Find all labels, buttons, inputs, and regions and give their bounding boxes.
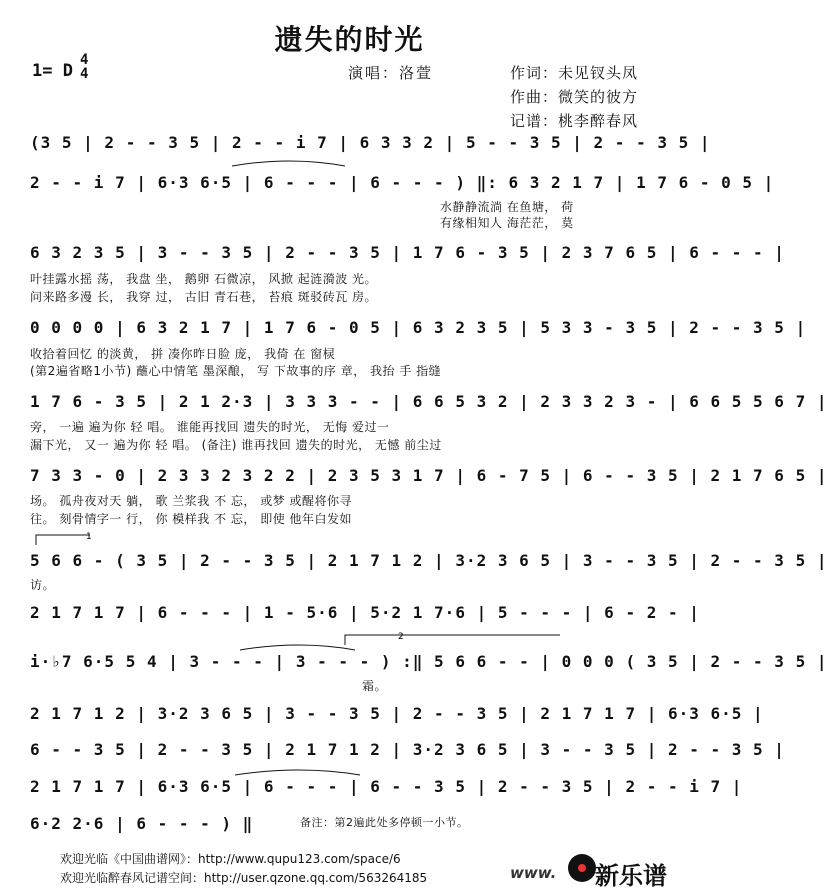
slur [240, 645, 355, 650]
lyric-line-5-verse-1: 旁， 一遍 遍为你 轻 唱。 谁能再找回 遗失的时光， 无悔 爱过一 [30, 420, 390, 434]
time-signature-top: 4 [80, 52, 89, 68]
key-signature: 1= D [32, 61, 73, 81]
lyric-line-4-verse-1: 收拾着回忆 的淡黄， 拼 凑你昨日脸 庞， 我倚 在 窗棂 [30, 347, 336, 361]
composer-credit: 作曲：微笑的彼方 [510, 88, 639, 106]
volta-number-2: 2 [398, 632, 404, 642]
lyricist-credit: 作词：未见钗头凤 [510, 64, 639, 82]
slur [235, 770, 360, 775]
singer-credit: 演唱：洛萱 [348, 64, 434, 82]
lyric-line-5-verse-2: 漏下光， 又一 遍为你 轻 唱。 (备注) 谁再找回 遗失的时光， 无憾 前尘过 [30, 438, 442, 452]
volta-bracket-1 [36, 535, 90, 545]
lyric-line-7: 访。 [30, 578, 56, 592]
footer-link-2[interactable]: 欢迎光临醉春风记谱空间：http://user.qzone.qq.com/563264185 [60, 871, 428, 885]
score-line-3: 6 3 2 3 5 | 3 - - 3 5 | 2 - - 3 5 | 1 7 6 - 3 5 | 2 3 7 6 5 | 6 - - - | [30, 243, 785, 262]
score-line-13: 6·2 2·6 | 6 - - - ) ‖ [30, 814, 254, 833]
site-logo [510, 850, 696, 890]
lyric-line-2-verse-1: 水静静流淌 在鱼塘， 荷 [440, 200, 574, 214]
logo-text: 新乐谱 [595, 862, 667, 890]
lyric-line-6-verse-2: 往。 刻骨情字一 行， 你 模样我 不 忘， 即使 他年白发如 [30, 512, 353, 526]
lyric-line-2-verse-2: 有缘相知人 海茫茫， 莫 [440, 216, 574, 230]
score-line-7: 5 6 6 - ( 3 5 | 2 - - 3 5 | 2 1 7 1 2 | 3·2 3 6 5 | 3 - - 3 5 | 2 - - 3 5 | [30, 551, 827, 570]
volta-bracket-2 [345, 635, 560, 645]
lyric-line-3-verse-1: 叶挂露水摇 荡， 我盘 坐， 鹅卵 石微凉， 风掀 起涟漪波 光。 [30, 272, 378, 286]
lyric-line-9: 霜。 [362, 679, 388, 693]
slur [232, 161, 345, 166]
score-line-9: i·♭7 6·5 5 4 | 3 - - - | 3 - - - ) :‖ 5 6 6 - - | 0 0 0 ( 3 5 | 2 - - 3 5 | [30, 652, 827, 671]
score-line-1: (3 5 | 2 - - 3 5 | 2 - - i 7 | 6 3 3 2 | 5 - - 3 5 | 2 - - 3 5 | [30, 133, 711, 152]
score-line-8: 2 1 7 1 7 | 6 - - - | 1 - 5·6 | 5·2 1 7·6 | 5 - - - | 6 - 2 - | [30, 603, 700, 622]
lyric-line-3-verse-2: 问来路多漫 长， 我穿 过， 古旧 青石巷， 苔痕 斑驳砖瓦 房。 [30, 290, 378, 304]
logo-www-text: www. [510, 864, 557, 882]
score-line-2: 2 - - i 7 | 6·3 6·5 | 6 - - - | 6 - - - ) ‖: 6 3 2 1 7 | 1 7 6 - 0 5 | [30, 173, 775, 192]
volta-number-1: 1 [86, 532, 92, 542]
footer-link-1[interactable]: 欢迎光临《中国曲谱网》：http://www.qupu123.com/space/6 [60, 852, 401, 866]
lyric-line-4-verse-2: (第2遍省略1小节) 蘸心中情笔 墨深酿， 写 下故事的序 章， 我抬 手 指缝 [30, 364, 442, 378]
time-signature-bottom: 4 [80, 66, 89, 82]
lyric-line-6-verse-1: 场。 孤舟夜对天 躺， 歌 兰浆我 不 忘， 或梦 或醒将你寻 [30, 494, 353, 508]
score-line-6: 7 3 3 - 0 | 2 3 3 2 3 2 2 | 2 3 5 3 1 7 | 6 - 7 5 | 6 - - 3 5 | 2 1 7 6 5 | [30, 466, 827, 485]
remark-note: 备注：第2遍此处多停顿一小节。 [300, 816, 469, 829]
song-title: 遗失的时光 [274, 23, 425, 56]
score-line-5: 1 7 6 - 3 5 | 2 1 2·3 | 3 3 3 - - | 6 6 5 3 2 | 2 3 3 2 3 - | 6 6 5 5 6 7 | [30, 392, 827, 411]
record-disc-icon [568, 854, 596, 882]
score-line-4: 0 0 0 0 | 6 3 2 1 7 | 1 7 6 - 0 5 | 6 3 2 3 5 | 5 3 3 - 3 5 | 2 - - 3 5 | [30, 318, 807, 337]
score-line-12: 2 1 7 1 7 | 6·3 6·5 | 6 - - - | 6 - - 3 5 | 2 - - 3 5 | 2 - - i 7 | [30, 777, 743, 796]
score-line-10: 2 1 7 1 2 | 3·2 3 6 5 | 3 - - 3 5 | 2 - - 3 5 | 2 1 7 1 7 | 6·3 6·5 | [30, 704, 764, 723]
transcriber-credit: 记谱：桃李醉春风 [510, 112, 639, 130]
score-line-11: 6 - - 3 5 | 2 - - 3 5 | 2 1 7 1 2 | 3·2 3 6 5 | 3 - - 3 5 | 2 - - 3 5 | [30, 740, 785, 759]
